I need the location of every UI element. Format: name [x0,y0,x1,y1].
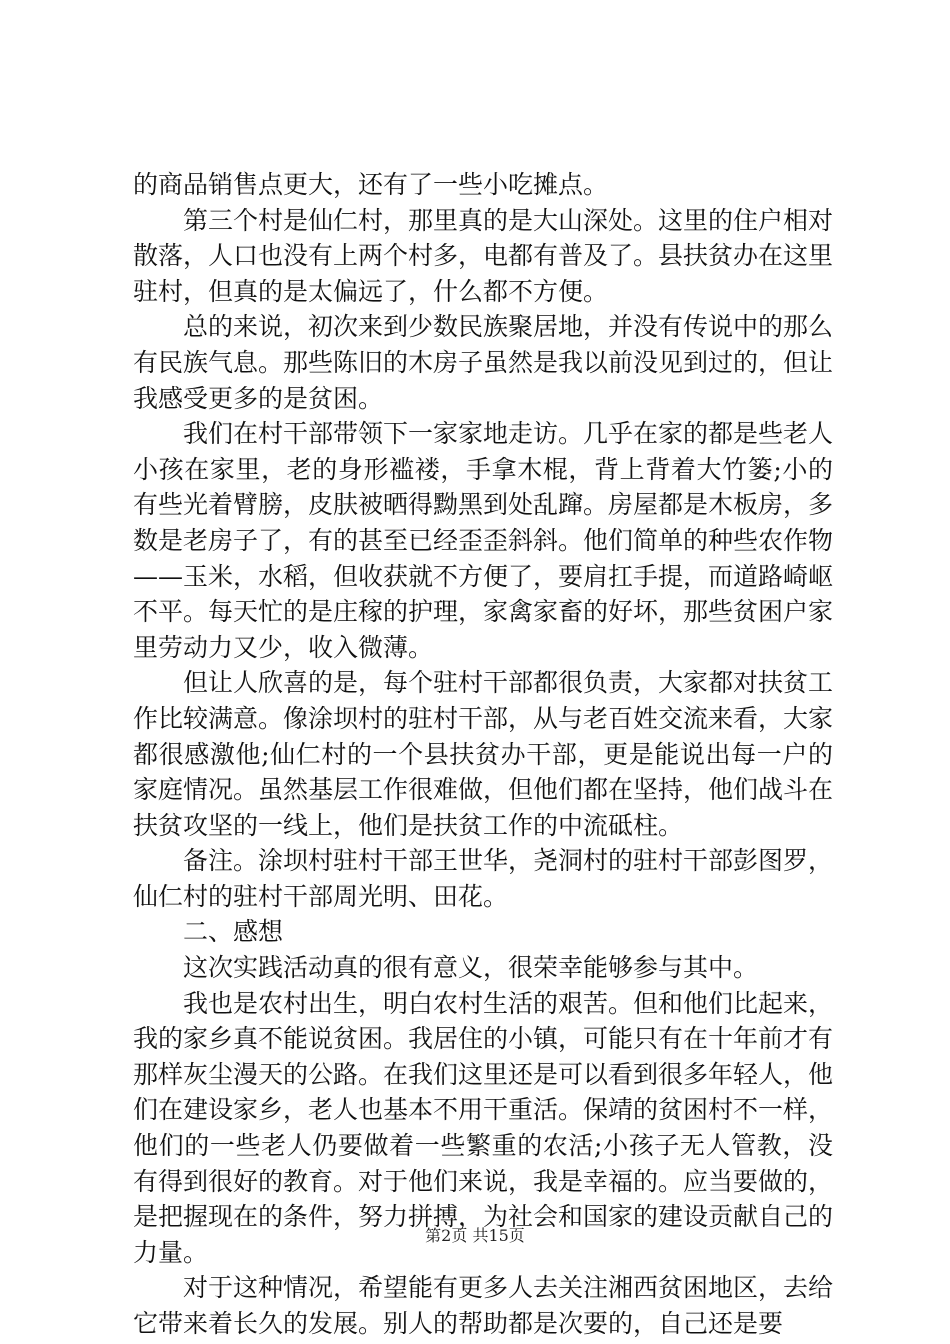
paragraph-note: 备注。涂坝村驻村干部王世华，尧洞村的驻村干部彭图罗，仙仁村的驻村干部周光明、田花。 [133,846,834,911]
page-number-footer: 第2页 共15页 [425,1226,525,1245]
paragraph-hope: 对于这种情况，希望能有更多人去关注湘西贫困地区，去给它带来着长久的发展。别人的帮助都是次要的，自己还是要 [133,1273,834,1338]
paragraph-summary: 总的来说，初次来到少数民族聚居地，并没有传说中的那么有民族气息。那些陈旧的木房子虽然是我以前没见到过的，但让我感受更多的是贫困。 [133,312,834,413]
section-heading-thoughts: 二、感想 [183,917,284,947]
document-body [133,167,833,1342]
paragraph-visits: 我们在村干部带领下一家家地走访。几乎在家的都是些老人小孩在家里，老的身形褴褛，手拿木棍，背上背着大竹篓;小的有些光着臂膀，皮肤被晒得黝黑到处乱蹿。房屋都是木板房，多数是老房子了，有的甚至已经歪歪斜斜。他们简单的种些农作物——玉米，水稻，但收获就不方便了，要肩扛手提，而道路崎岖不平。每天忙的是庄稼的护理，家禽家畜的好坏，那些贫困户家里劳动力又少，收入微薄。 [133,419,834,662]
paragraph-village-cadres: 但让人欣喜的是，每个驻村干部都很负责，大家都对扶贫工作比较满意。像涂坝村的驻村干部，从与老百姓交流来看，大家都很感激他;仙仁村的一个县扶贫办干部，更是能说出每一户的家庭情况。虽然基层工作很难做，但他们都在坚持，他们战斗在扶贫攻坚的一线上，他们是扶贫工作的中流砥柱。 [133,668,834,840]
paragraph-meaning: 这次实践活动真的很有意义，很荣幸能够参与其中。 [183,953,759,983]
paragraph-xianren-village: 第三个村是仙仁村，那里真的是大山深处。这里的住户相对散落，人口也没有上两个村多，电都有普及了。县扶贫办在这里驻村，但真的是太偏远了，什么都不方便。 [133,205,834,306]
paragraph-hometown: 我也是农村出生，明白农村生活的艰苦。但和他们比起来，我的家乡真不能说贫困。我居住的小镇，可能只有在十年前才有那样灰尘漫天的公路。在我们这里还是可以看到很多年轻人，他们在建设家乡，老人也基本不用干重活。保靖的贫困村不一样，他们的一些老人仍要做着一些繁重的农活;小孩子无人管教，没有得到很好的教育。对于他们来说，我是幸福的。应当要做的，是把握现在的条件，努力拼搏，为社会和国家的建设贡献自己的力量。 [133,988,834,1267]
paragraph-continuation: 的商品销售点更大，还有了一些小吃摊点。 [133,170,609,199]
